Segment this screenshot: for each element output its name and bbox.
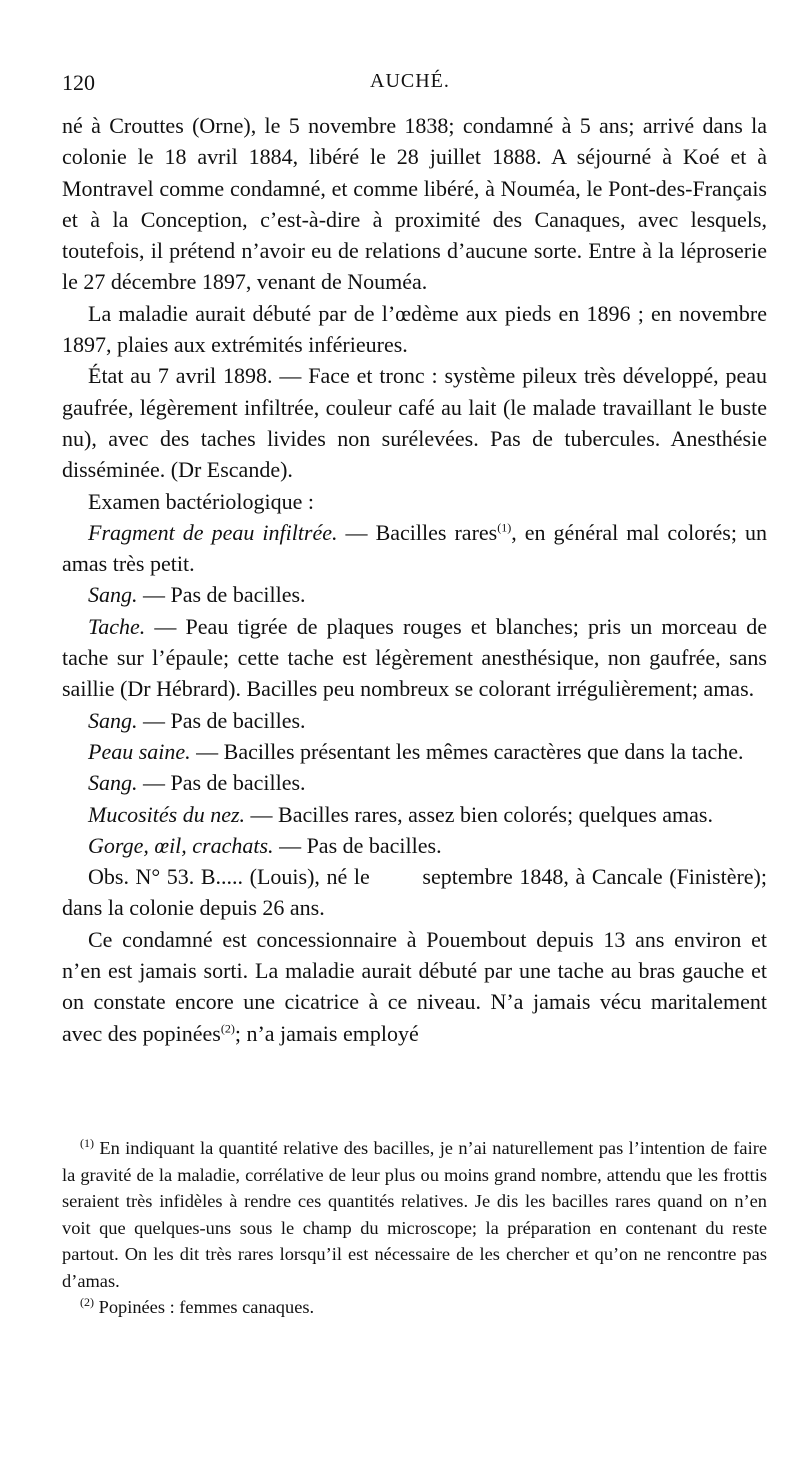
exam-skin-fragment (62, 517, 767, 580)
footnote-1-mark: (1) (80, 1135, 94, 1150)
exam-label: Mucosités du nez. (88, 801, 246, 827)
body-text (62, 110, 773, 1049)
observation-text: Ce condamné est concessionnaire à Pouembout depuis 13 ans environ et n’en est jamais sorti. La maladie aurait débuté par une tache au bras gauche et on constate encore une cicatrice à ce niveau. N’a jamais vécu maritalement avec des popinées (62, 926, 767, 1046)
paragraph-disease-onset: La maladie aurait débuté par de l’œdème aux pieds en 1896 ; en novembre 1897, plaies aux extrémités inférieures. (62, 300, 767, 358)
footnote-ref-1: (1) (497, 520, 512, 535)
exam-text-cont: , en général mal colorés; un amas très petit. (62, 519, 767, 577)
observation-53-heading: Obs. N° 53. B..... (Louis), né le septembre 1848, à Cancale (Finistère); dans la colonie depuis 26 ans. (62, 864, 773, 921)
exam-label: Gorge, œil, crachats. (88, 832, 274, 858)
footnote-2-text: Popinées : femmes canaques. (94, 1297, 315, 1317)
page-number: 120 (62, 70, 95, 95)
footnote-1-text: En indiquant la quantité relative des bacilles, je n’ai naturellement pas l’intention de faire la gravité de la maladie, corrélative de leur plus ou moins grand nombre, attendu que les frottis seraient très infidèles à rendre ces quantités relatives. Je dis les bacilles rares quand on n’en voit que quelques-uns sous le champ du microscope; la préparation en contenant du reste partout. On les dit très rares lorsqu’il est nécessaire de les chercher et qu’on ne rencontre pas d’amas. (62, 1138, 767, 1291)
paragraph-state: État au 7 avril 1898. — Face et tronc : système pileux très développé, peau gaufrée, légèrement infiltrée, couleur café au lait (le malade travaillant le buste nu), avec des taches livides non surélevées. Pas de tubercules. Anesthésie disséminée. (Dr Escande). (62, 363, 767, 483)
exam-nasal-mucus (62, 799, 767, 830)
running-head: AUCHÉ. (370, 70, 450, 92)
exam-text: — Peau tigrée de plaques rouges et blanches; pris un morceau de tache sur l’épaule; cette tache est légèrement anesthésique, non gaufrée, sans saillie (Dr Hébrard). Bacilles peu nombreux se colorant irrégulièrement; amas. (62, 613, 767, 702)
exam-text: — Pas de bacilles. (137, 770, 306, 796)
observation-53-text (62, 924, 767, 1049)
observation-text-cont: ; n’a jamais employé (234, 1020, 419, 1046)
footnote-2 (62, 1294, 767, 1321)
footnote-2-mark: (2) (80, 1294, 94, 1309)
exam-text: — Pas de bacilles. (137, 707, 306, 733)
exam-blood-2 (62, 705, 767, 736)
exam-text: — Bacilles présentant les mêmes caractères que dans la tache. (190, 738, 744, 764)
exam-text: — Pas de bacilles. (273, 832, 442, 858)
exam-blood-3 (62, 767, 767, 798)
exam-label: Sang. (88, 770, 138, 796)
footnotes (62, 1135, 767, 1321)
footnote-1 (62, 1135, 767, 1294)
paragraph-exam-heading: Examen bactériologique : (88, 488, 315, 514)
exam-label: Sang. (88, 707, 138, 733)
exam-text: — Bacilles rares, assez bien colorés; quelques amas. (245, 801, 713, 827)
page-header (62, 70, 762, 100)
exam-healthy-skin (62, 736, 767, 767)
exam-blood-1 (62, 579, 767, 610)
exam-text: — Bacilles rares (337, 519, 498, 545)
exam-spot (62, 611, 767, 705)
exam-throat-eye-sputum (62, 830, 767, 861)
exam-label: Peau saine. (88, 738, 191, 764)
paragraph-patient-history: né à Crouttes (Orne), le 5 novembre 1838; condamné à 5 ans; arrivé dans la colonie le 18 avril 1884, libéré le 28 juillet 1888. A séjourné à Koé et à Montravel comme condamné, et comme libéré, à Nouméa, le Pont-des-Français et à la Conception, c’est-à-dire à proximité des Canaques, avec lesquels, toutefois, il prétend n’avoir eu de relations d’aucune sorte. Entre à la léproserie le 27 décembre 1897, venant de Nouméa. (62, 113, 767, 295)
exam-label: Sang. (88, 582, 138, 608)
exam-label: Fragment de peau infiltrée. (88, 519, 338, 545)
exam-label: Tache. (88, 613, 146, 639)
footnote-ref-2: (2) (220, 1021, 235, 1036)
exam-text: — Pas de bacilles. (137, 582, 306, 608)
